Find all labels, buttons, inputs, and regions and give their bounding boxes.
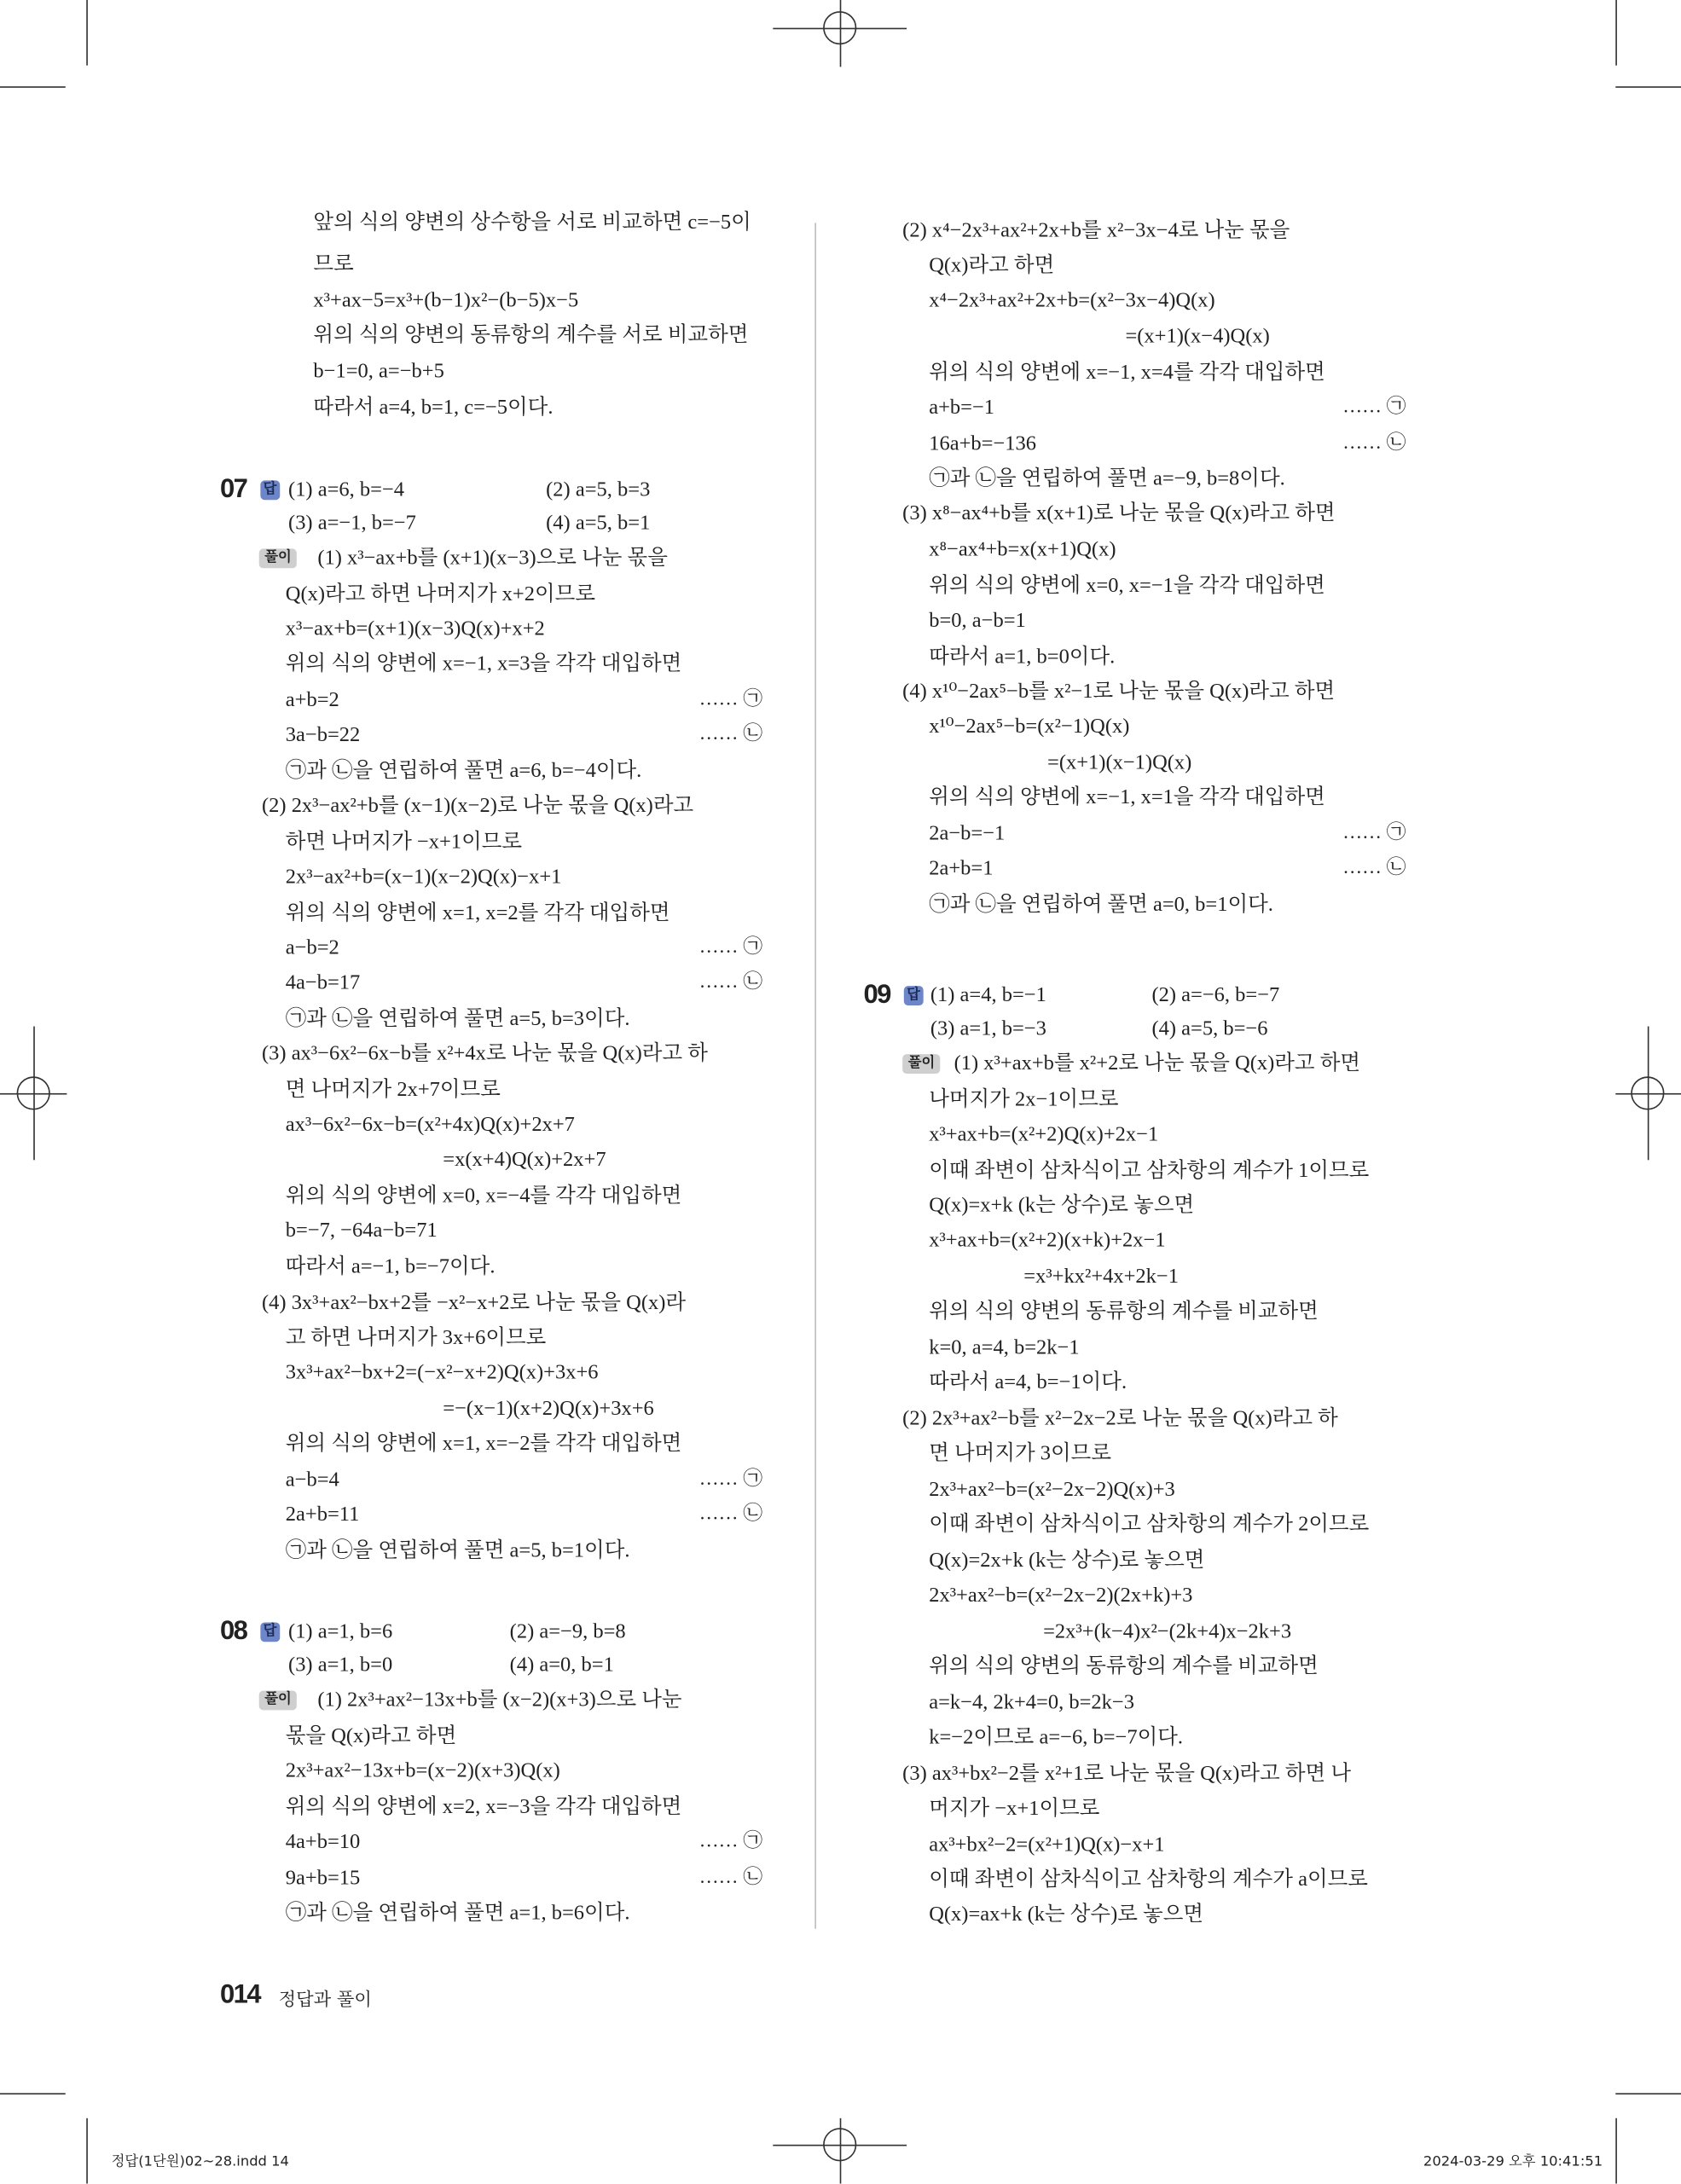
text-line: 위의 식의 양변에 x=−1, x=1을 각각 대입하면	[929, 786, 1325, 809]
text-line: (1) x³+ax+b를 x²+2로 나눈 몫을 Q(x)라고 하면	[954, 1052, 1361, 1075]
file-name: 정답(1단원)02~28.indd 14	[111, 2154, 289, 2170]
answer-3: (3) a=1, b=−3	[930, 1017, 1046, 1040]
text-line: ㉠과 ㉡을 연립하여 풀면 a=1, b=6이다.	[285, 1902, 630, 1925]
text-line: (3) x⁸−ax⁴+b를 x(x+1)로 나눈 몫을 Q(x)라고 하면	[902, 502, 1336, 525]
column-divider	[814, 223, 816, 1928]
problem-number: 08	[220, 1616, 247, 1647]
text-line: (1) x³−ax+b를 (x+1)(x−3)으로 나눈 몫을	[317, 547, 668, 570]
text-line: 이때 좌변이 삼차식이고 삼차항의 계수가 a이므로	[929, 1868, 1368, 1891]
answer-badge: 답	[260, 480, 279, 500]
text-line: 위의 식의 양변의 동류항의 계수를 비교하면	[929, 1655, 1319, 1678]
text-line: (3) ax³−6x²−6x−b를 x²+4x로 나눈 몫을 Q(x)라고 하	[262, 1043, 708, 1066]
text-line: Q(x)=x+k (k는 상수)로 놓으면	[929, 1195, 1195, 1218]
answer-4: (4) a=5, b=1	[546, 512, 651, 536]
answer-2: (2) a=−6, b=−7	[1151, 984, 1280, 1007]
text-line: 앞의 식의 양변의 상수항을 서로 비교하면 c=−5이	[313, 211, 751, 235]
solution-badge: 풀이	[259, 548, 298, 568]
text-line: 4a−b=17	[285, 971, 361, 994]
text-line: Q(x)라고 하면	[929, 254, 1055, 277]
answer-badge: 답	[260, 1622, 279, 1642]
text-line: ax³−6x²−6x−b=(x²+4x)Q(x)+2x+7	[285, 1114, 575, 1137]
text-line: (1) 2x³+ax²−13x+b를 (x−2)(x+3)으로 나눈	[317, 1689, 682, 1712]
text-line: ㉠과 ㉡을 연립하여 풀면 a=0, b=1이다.	[929, 894, 1273, 917]
text-line: (2) 2x³+ax²−b를 x²−2x−2로 나눈 몫을 Q(x)라고 하	[902, 1407, 1338, 1431]
text-line: 위의 식의 양변에 x=0, x=−4를 각각 대입하면	[285, 1185, 682, 1208]
crop-mark	[1615, 2093, 1681, 2094]
text-line: 나머지가 2x−1이므로	[929, 1089, 1119, 1112]
text-line: x¹⁰−2ax⁵−b=(x²−1)Q(x)	[929, 715, 1130, 739]
equation-marker: …… ㉡	[698, 1503, 763, 1526]
text-line: ax³+bx²−2=(x²+1)Q(x)−x+1	[929, 1834, 1165, 1857]
answer-3: (3) a=1, b=0	[288, 1654, 393, 1677]
text-line: 머지가 −x+1이므로	[929, 1798, 1100, 1821]
text-line: Q(x)라고 하면 나머지가 x+2이므로	[285, 583, 596, 606]
answer-4: (4) a=0, b=1	[509, 1654, 614, 1677]
problem-number: 07	[220, 474, 247, 505]
text-line: 2a+b=11	[285, 1503, 360, 1526]
crop-mark	[86, 0, 88, 66]
text-line: x⁸−ax⁴+b=x(x+1)Q(x)	[929, 538, 1116, 562]
text-line: b=0, a−b=1	[929, 610, 1026, 633]
answer-4: (4) a=5, b=−6	[1151, 1017, 1268, 1040]
answer-1: (1) a=4, b=−1	[930, 984, 1046, 1007]
solution-badge: 풀이	[902, 1054, 941, 1074]
page-number: 014	[220, 1980, 260, 2010]
registration-circle	[823, 11, 856, 44]
text-line: 9a+b=15	[285, 1867, 361, 1890]
text-line: =x(x+4)Q(x)+2x+7	[443, 1149, 606, 1172]
crop-mark	[0, 86, 66, 88]
text-line: 2x³+ax²−b=(x²−2x−2)Q(x)+3	[929, 1479, 1175, 1502]
text-line: =x³+kx²+4x+2k−1	[1023, 1266, 1180, 1289]
text-line: x³+ax+b=(x²+2)(x+k)+2x−1	[929, 1229, 1166, 1253]
text-line: 위의 식의 양변에 x=−1, x=4를 각각 대입하면	[929, 362, 1325, 385]
timestamp: 2024-03-29 오후 10:41:51	[1423, 2154, 1603, 2170]
text-line: a=k−4, 2k+4=0, b=2k−3	[929, 1692, 1134, 1715]
equation-marker: …… ㉠	[1342, 397, 1406, 418]
text-line: a−b=4	[285, 1469, 339, 1492]
answer-2: (2) a=5, b=3	[546, 478, 651, 501]
problem-number: 09	[863, 980, 890, 1010]
text-line: 하면 나머지가 −x+1이므로	[285, 831, 523, 854]
text-line: k=−2이므로 a=−6, b=−7이다.	[929, 1726, 1184, 1750]
text-line: 몫을 Q(x)라고 하면	[285, 1725, 457, 1748]
equation-marker: …… ㉠	[1342, 823, 1406, 844]
text-line: a−b=2	[285, 937, 339, 960]
registration-circle	[823, 2128, 856, 2161]
text-line: x⁴−2x³+ax²+2x+b=(x²−3x−4)Q(x)	[929, 289, 1215, 312]
text-line: 이때 좌변이 삼차식이고 삼차항의 계수가 2이므로	[929, 1514, 1370, 1537]
text-line: 3a−b=22	[285, 724, 361, 747]
text-line: ㉠과 ㉡을 연립하여 풀면 a=6, b=−4이다.	[285, 760, 642, 783]
text-line: a+b=2	[285, 689, 339, 712]
equation-marker: …… ㉡	[698, 971, 763, 994]
text-line: (4) x¹⁰−2ax⁵−b를 x²−1로 나눈 몫을 Q(x)라고 하면	[902, 681, 1336, 704]
equation-marker: …… ㉠	[698, 689, 763, 710]
text-line: 고 하면 나머지가 3x+6이므로	[285, 1327, 547, 1350]
equation-marker: …… ㉠	[698, 937, 763, 959]
crop-mark	[86, 2118, 88, 2184]
text-line: =(x+1)(x−1)Q(x)	[1047, 751, 1192, 774]
text-line: b=−7, −64a−b=71	[285, 1219, 438, 1243]
text-line: 3x³+ax²−bx+2=(−x²−x+2)Q(x)+3x+6	[285, 1362, 599, 1385]
text-line: 위의 식의 양변에 x=2, x=−3을 각각 대입하면	[285, 1796, 682, 1819]
text-line: (3) ax³+bx²−2를 x²+1로 나눈 몫을 Q(x)라고 하면 나	[902, 1763, 1351, 1786]
text-line: =−(x−1)(x+2)Q(x)+3x+6	[443, 1398, 654, 1421]
solution-badge: 풀이	[259, 1690, 298, 1710]
text-line: 따라서 a=−1, b=−7이다.	[285, 1255, 496, 1279]
text-line: Q(x)=ax+k (k는 상수)로 놓으면	[929, 1903, 1204, 1926]
text-line: x³+ax−5=x³+(b−1)x²−(b−5)x−5	[313, 289, 579, 312]
equation-marker: …… ㉡	[698, 1867, 763, 1889]
text-line: k=0, a=4, b=2k−1	[929, 1336, 1080, 1359]
text-line: 위의 식의 양변에 x=−1, x=3을 각각 대입하면	[285, 652, 682, 676]
text-line: 2x³−ax²+b=(x−1)(x−2)Q(x)−x+1	[285, 866, 562, 889]
text-line: 위의 식의 양변에 x=0, x=−1을 각각 대입하면	[929, 575, 1325, 598]
answer-3: (3) a=−1, b=−7	[288, 512, 416, 536]
text-line: 위의 식의 양변의 동류항의 계수를 비교하면	[929, 1301, 1319, 1324]
registration-circle	[17, 1076, 50, 1109]
text-line: x³−ax+b=(x+1)(x−3)Q(x)+x+2	[285, 618, 545, 641]
text-line: ㉠과 ㉡을 연립하여 풀면 a=5, b=3이다.	[285, 1008, 630, 1031]
answer-2: (2) a=−9, b=8	[509, 1620, 626, 1643]
text-line: ㉠과 ㉡을 연립하여 풀면 a=5, b=1이다.	[285, 1540, 630, 1563]
crop-mark	[1615, 2118, 1617, 2184]
text-line: 면 나머지가 2x+7이므로	[285, 1079, 501, 1102]
text-line: (4) 3x³+ax²−bx+2를 −x²−x+2로 나눈 몫을 Q(x)라	[262, 1292, 687, 1315]
crop-mark	[0, 2093, 66, 2094]
answer-1: (1) a=6, b=−4	[288, 478, 405, 501]
text-line: 이때 좌변이 삼차식이고 삼차항의 계수가 1이므로	[929, 1160, 1370, 1183]
text-line: 따라서 a=1, b=0이다.	[929, 646, 1116, 669]
text-line: 따라서 a=4, b=−1이다.	[929, 1371, 1127, 1394]
equation-marker: …… ㉡	[698, 724, 763, 745]
text-line: =(x+1)(x−4)Q(x)	[1125, 326, 1270, 349]
text-line: 면 나머지가 3이므로	[929, 1442, 1112, 1465]
text-line: a+b=−1	[929, 397, 995, 420]
text-line: 따라서 a=4, b=1, c=−5이다.	[313, 397, 554, 420]
equation-marker: …… ㉡	[1342, 432, 1406, 455]
crop-mark	[1615, 0, 1617, 66]
text-line: 위의 식의 양변에 x=1, x=2를 각각 대입하면	[285, 902, 670, 925]
text-line: 16a+b=−136	[929, 432, 1037, 455]
page-title: 정답과 풀이	[278, 1990, 372, 2012]
answer-badge: 답	[904, 986, 923, 1005]
text-line: x³+ax+b=(x²+2)Q(x)+2x−1	[929, 1123, 1159, 1146]
text-line: 위의 식의 양변의 동류항의 계수를 서로 비교하면	[313, 324, 749, 347]
equation-marker: …… ㉠	[698, 1831, 763, 1852]
text-line: 2a+b=1	[929, 857, 994, 881]
text-line: 므로	[313, 253, 354, 276]
text-line: b−1=0, a=−b+5	[313, 360, 444, 384]
text-line: 2x³+ax²−b=(x²−2x−2)(2x+k)+3	[929, 1584, 1193, 1608]
text-line: 2x³+ax²−13x+b=(x−2)(x+3)Q(x)	[285, 1760, 560, 1783]
text-line: =2x³+(k−4)x²−(2k+4)x−2k+3	[1043, 1620, 1292, 1643]
crop-mark	[1615, 86, 1681, 88]
equation-marker: …… ㉠	[698, 1469, 763, 1491]
text-line: 4a+b=10	[285, 1831, 361, 1854]
text-line: 위의 식의 양변에 x=1, x=−2를 각각 대입하면	[285, 1433, 682, 1456]
text-line: ㉠과 ㉡을 연립하여 풀면 a=−9, b=8이다.	[929, 467, 1285, 490]
text-line: (2) 2x³−ax²+b를 (x−1)(x−2)로 나눈 몫을 Q(x)라고	[262, 795, 694, 818]
text-line: Q(x)=2x+k (k는 상수)로 놓으면	[929, 1550, 1205, 1573]
equation-marker: …… ㉡	[1342, 857, 1406, 879]
registration-circle	[1631, 1076, 1664, 1109]
text-line: (2) x⁴−2x³+ax²+2x+b를 x²−3x−4로 나눈 몫을	[902, 220, 1290, 243]
text-line: 2a−b=−1	[929, 823, 1006, 846]
answer-1: (1) a=1, b=6	[288, 1620, 393, 1643]
